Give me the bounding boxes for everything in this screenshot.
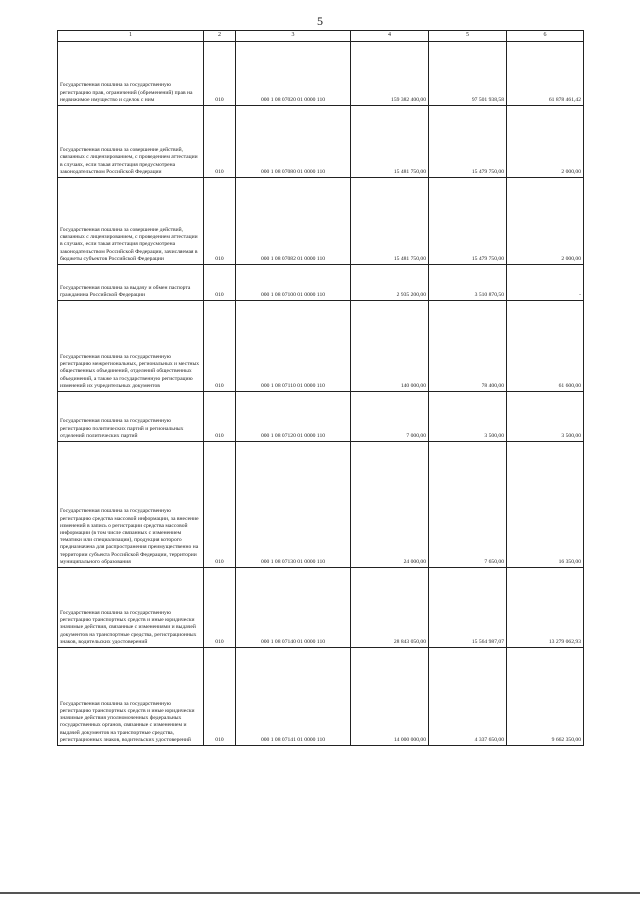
page-number: 5	[317, 14, 323, 28]
row-unexecuted: 61 600,00	[507, 301, 584, 392]
row-name: Государственная пошлина за выдачу и обмен паспорта гражданина Российской Федерации	[58, 265, 204, 301]
column-header: 4	[351, 31, 429, 42]
row-name: Государственная пошлина за государственную регистрацию транспортных средств и иные юридически значимые действия, связанные с изменениями и выдачей документов на транспортные средства, регистрационных знаков, водительских удостоверений	[58, 568, 204, 648]
bottom-scan-rule	[0, 892, 640, 894]
row-budget-code: 000 1 08 07141 01 0000 110	[236, 648, 351, 746]
row-line-code: 010	[204, 42, 236, 106]
row-line-code: 010	[204, 568, 236, 648]
row-line-code: 010	[204, 442, 236, 568]
table-row	[58, 648, 584, 746]
row-approved: 24 000,00	[351, 442, 429, 568]
row-unexecuted: 2 000,00	[507, 106, 584, 178]
column-header: 1	[58, 31, 204, 42]
table-row	[58, 106, 584, 178]
row-executed: 15 479 750,00	[429, 106, 507, 178]
row-unexecuted: 16 350,00	[507, 442, 584, 568]
row-executed: 4 337 650,00	[429, 648, 507, 746]
column-header: 3	[236, 31, 351, 42]
row-line-code: 010	[204, 392, 236, 442]
row-name: Государственная пошлина за государственную регистрацию прав, ограничений (обременений) прав на недвижимое имущество и сделок с ним	[58, 42, 204, 106]
row-line-code: 010	[204, 265, 236, 301]
row-executed: 7 650,00	[429, 442, 507, 568]
row-line-code: 010	[204, 301, 236, 392]
row-budget-code: 000 1 08 07110 01 0000 110	[236, 301, 351, 392]
row-budget-code: 000 1 08 07120 01 0000 110	[236, 392, 351, 442]
table-row	[58, 265, 584, 301]
row-unexecuted: 3 500,00	[507, 392, 584, 442]
table-row	[58, 442, 584, 568]
row-approved: 14 000 000,00	[351, 648, 429, 746]
row-name: Государственная пошлина за государственную регистрацию политических партий и региональных отделений политических партий	[58, 392, 204, 442]
table-row	[58, 178, 584, 265]
row-budget-code: 000 1 08 07140 01 0000 110	[236, 568, 351, 648]
row-unexecuted: 2 000,00	[507, 178, 584, 265]
row-executed: 15 479 750,00	[429, 178, 507, 265]
column-header: 6	[507, 31, 584, 42]
row-name: Государственная пошлина за государственную регистрацию средства массовой информации, за внесение изменений в запись о регистрации средства массовой информации (в том числе связанных с изменением тематики или специализации), продукция которого предназначена для распространения преимущественно на территории субъекта Российской Федерации, территории муниципального образования	[58, 442, 204, 568]
row-name: Государственная пошлина за совершение действий, связанных с лицензированием, с проведением аттестации в случаях, если такая аттестация предусмотрена законодательством Российской Федерации	[58, 106, 204, 178]
row-approved: 159 382 400,00	[351, 42, 429, 106]
row-approved: 15 481 750,00	[351, 106, 429, 178]
row-executed: 3 510 870,50	[429, 265, 507, 301]
column-header: 2	[204, 31, 236, 42]
row-name: Государственная пошлина за государственную регистрацию транспортных средств и иные юридически значимые действия уполномоченных федеральных государственных органов, связанные с изменением и выдачей документов на транспортные средства, регистрационных знаков, водительских удостоверений	[58, 648, 204, 746]
row-budget-code: 000 1 08 07020 01 0000 110	[236, 42, 351, 106]
row-approved: 15 481 750,00	[351, 178, 429, 265]
row-budget-code: 000 1 08 07082 01 0000 110	[236, 178, 351, 265]
table-row	[58, 392, 584, 442]
row-approved: 28 843 050,00	[351, 568, 429, 648]
row-executed: 78 400,00	[429, 301, 507, 392]
row-name: Государственная пошлина за совершение действий, связанных с лицензированием, с проведением аттестации в случаях, если такая аттестация предусмотрена законодательством Российской Федерации, зачисляемая в бюджеты субъектов Российской Федерации	[58, 178, 204, 265]
row-approved: 2 935 200,00	[351, 265, 429, 301]
row-line-code: 010	[204, 648, 236, 746]
row-unexecuted: 61 878 461,42	[507, 42, 584, 106]
row-budget-code: 000 1 08 07130 01 0000 110	[236, 442, 351, 568]
row-unexecuted: 13 279 062,93	[507, 568, 584, 648]
row-unexecuted: -	[507, 265, 584, 301]
row-name: Государственная пошлина за государственную регистрацию межрегиональных, региональных и местных общественных объединений, отделений общественных объединений, а также за государственную регистрацию изменений их учредительных документов	[58, 301, 204, 392]
row-budget-code: 000 1 08 07080 01 0000 110	[236, 106, 351, 178]
row-line-code: 010	[204, 106, 236, 178]
row-unexecuted: 9 662 350,00	[507, 648, 584, 746]
column-header: 5	[429, 31, 507, 42]
table-row	[58, 42, 584, 106]
header-row	[58, 31, 584, 42]
row-approved: 140 000,00	[351, 301, 429, 392]
row-executed: 15 564 987,07	[429, 568, 507, 648]
row-executed: 97 501 938,58	[429, 42, 507, 106]
row-approved: 7 000,00	[351, 392, 429, 442]
revenue-table	[57, 30, 584, 746]
row-executed: 3 500,00	[429, 392, 507, 442]
row-budget-code: 000 1 08 07100 01 0000 110	[236, 265, 351, 301]
table-row	[58, 568, 584, 648]
table-row	[58, 301, 584, 392]
row-line-code: 010	[204, 178, 236, 265]
